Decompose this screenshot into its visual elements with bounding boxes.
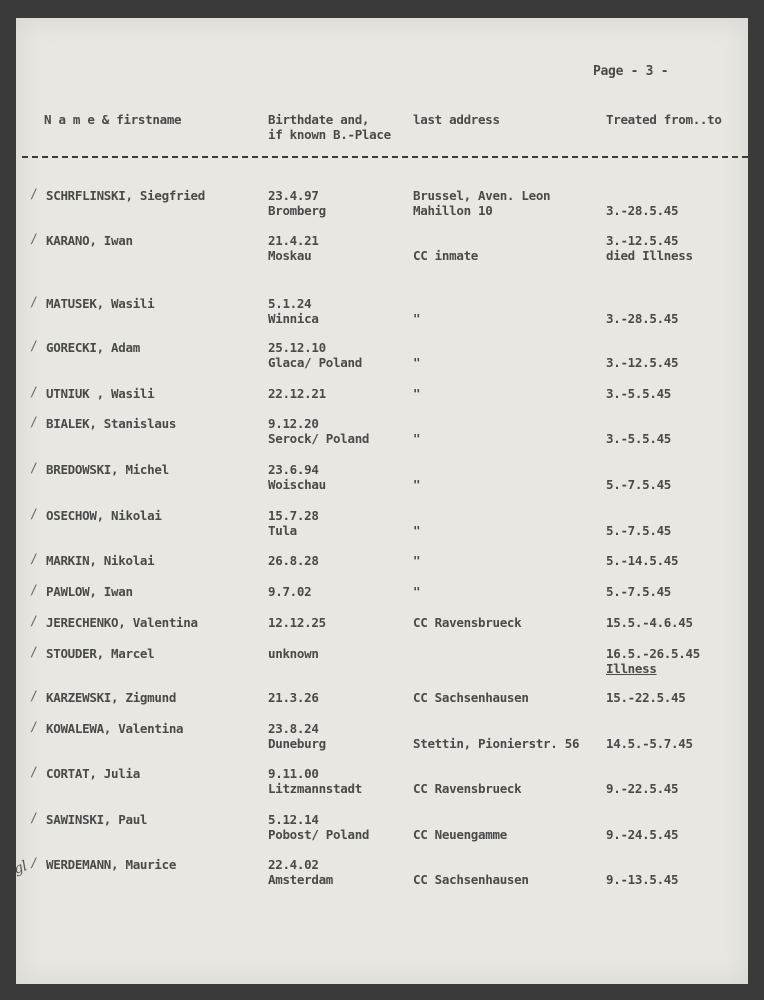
treated-line2: 5.-7.5.45 [606,477,672,492]
check-mark-icon: ∕ [30,856,38,871]
last-address-line2: CC Sachsenhausen [413,872,529,887]
birth-date: 5.1.24 [268,296,312,311]
birth-date: 5.12.14 [268,812,319,827]
last-address-line1: CC Ravensbrueck [413,615,522,630]
birth-date: 9.11.00 [268,766,319,781]
check-mark-icon: ∕ [30,232,38,247]
check-mark-icon: ∕ [30,614,38,629]
treated-line2: 3.-28.5.45 [606,203,679,218]
birth-date: 9.7.02 [268,584,312,599]
birth-place: Woischau [268,477,326,492]
patient-name: MATUSEK, Wasili [46,296,155,311]
patient-name: STOUDER, Marcel [46,646,155,661]
treated-line1: 15.5.-4.6.45 [606,615,693,630]
header-treated: Treated from..to [606,112,722,127]
birth-place: Winnica [268,311,319,326]
header-birth-line1: Birthdate and, [268,112,370,127]
patient-name: SCHRFLINSKI, Siegfried [46,188,205,203]
last-address-line2: Stettin, Pionierstr. 56 [413,736,580,751]
check-mark-icon: ∕ [30,461,38,476]
treated-line2: 3.-12.5.45 [606,355,679,370]
birth-place: Moskau [268,248,312,263]
birth-date: 22.12.21 [268,386,326,401]
last-address-line1: CC Sachsenhausen [413,690,529,705]
treated-line2: died Illness [606,248,693,263]
last-address-line2: " [413,431,421,446]
patient-name: BIALEK, Stanislaus [46,416,177,431]
birth-place: Amsterdam [268,872,334,887]
last-address-line1: Brussel, Aven. Leon [413,188,551,203]
treated-line2: 14.5.-5.7.45 [606,736,693,751]
birth-place: Glaca/ Poland [268,355,362,370]
last-address-line2: CC inmate [413,248,479,263]
birth-date: 23.8.24 [268,721,319,736]
check-mark-icon: ∕ [30,811,38,826]
patient-name: GORECKI, Adam [46,340,140,355]
check-mark-icon: ∕ [30,385,38,400]
header-name: N a m e & firstname [44,112,182,127]
treated-line2: 9.-22.5.45 [606,781,679,796]
treated-line2: Illness [606,661,657,676]
birth-date: 15.7.28 [268,508,319,523]
patient-name: JERECHENKO, Valentina [46,615,198,630]
last-address-line2: CC Neuengamme [413,827,507,842]
birth-date: 9.12.20 [268,416,319,431]
birth-place: Duneburg [268,736,326,751]
last-address-line2: Mahillon 10 [413,203,493,218]
patient-name: SAWINSKI, Paul [46,812,148,827]
last-address-line1: " [413,386,421,401]
birth-date: unknown [268,646,319,661]
birth-date: 12.12.25 [268,615,326,630]
header-address: last address [413,112,500,127]
treated-line2: 5.-7.5.45 [606,523,672,538]
treated-line2: 9.-24.5.45 [606,827,679,842]
patient-name: WERDEMANN, Maurice [46,857,177,872]
patient-name: PAWLOW, Iwan [46,584,133,599]
last-address-line2: " [413,477,421,492]
birth-date: 25.12.10 [268,340,326,355]
patient-name: CORTAT, Julia [46,766,140,781]
birth-place: Pobost/ Poland [268,827,370,842]
page-number: Page - 3 - [593,64,669,79]
last-address-line2: " [413,311,421,326]
treated-line1: 16.5.-26.5.45 [606,646,700,661]
birth-date: 26.8.28 [268,553,319,568]
last-address-line2: " [413,523,421,538]
patient-name: MARKIN, Nikolai [46,553,155,568]
document-page [11,18,748,984]
last-address-line2: " [413,355,421,370]
birth-date: 21.4.21 [268,233,319,248]
treated-line1: 15.-22.5.45 [606,690,686,705]
patient-name: UTNIUK , Wasili [46,386,155,401]
patient-name: KARANO, Iwan [46,233,133,248]
treated-line1: 5.-7.5.45 [606,584,672,599]
last-address-line1: " [413,584,421,599]
header-divider [22,156,748,158]
birth-date: 23.6.94 [268,462,319,477]
birth-place: Tula [268,523,297,538]
check-mark-icon: ∕ [30,415,38,430]
patient-name: KARZEWSKI, Zigmund [46,690,177,705]
birth-date: 22.4.02 [268,857,319,872]
birth-date: 23.4.97 [268,188,319,203]
last-address-line2: CC Ravensbrueck [413,781,522,796]
check-mark-icon: ∕ [30,720,38,735]
birth-place: Litzmannstadt [268,781,362,796]
birth-date: 21.3.26 [268,690,319,705]
check-mark-icon: ∕ [30,765,38,780]
header-birth-line2: if known B.-Place [268,127,391,142]
treated-line2: 3.-5.5.45 [606,431,672,446]
handwritten-initials: gl [11,858,30,878]
patient-name: KOWALEWA, Valentina [46,721,184,736]
patient-name: OSECHOW, Nikolai [46,508,162,523]
check-mark-icon: ∕ [30,339,38,354]
check-mark-icon: ∕ [30,187,38,202]
treated-line1: 5.-14.5.45 [606,553,679,568]
patient-name: BREDOWSKI, Michel [46,462,169,477]
birth-place: Bromberg [268,203,326,218]
check-mark-icon: ∕ [30,689,38,704]
treated-line1: 3.-12.5.45 [606,233,679,248]
treated-line2: 9.-13.5.45 [606,872,679,887]
check-mark-icon: ∕ [30,552,38,567]
check-mark-icon: ∕ [30,507,38,522]
last-address-line1: " [413,553,421,568]
birth-place: Serock/ Poland [268,431,370,446]
check-mark-icon: ∕ [30,295,38,310]
treated-line1: 3.-5.5.45 [606,386,672,401]
check-mark-icon: ∕ [30,583,38,598]
check-mark-icon: ∕ [30,645,38,660]
treated-line2: 3.-28.5.45 [606,311,679,326]
